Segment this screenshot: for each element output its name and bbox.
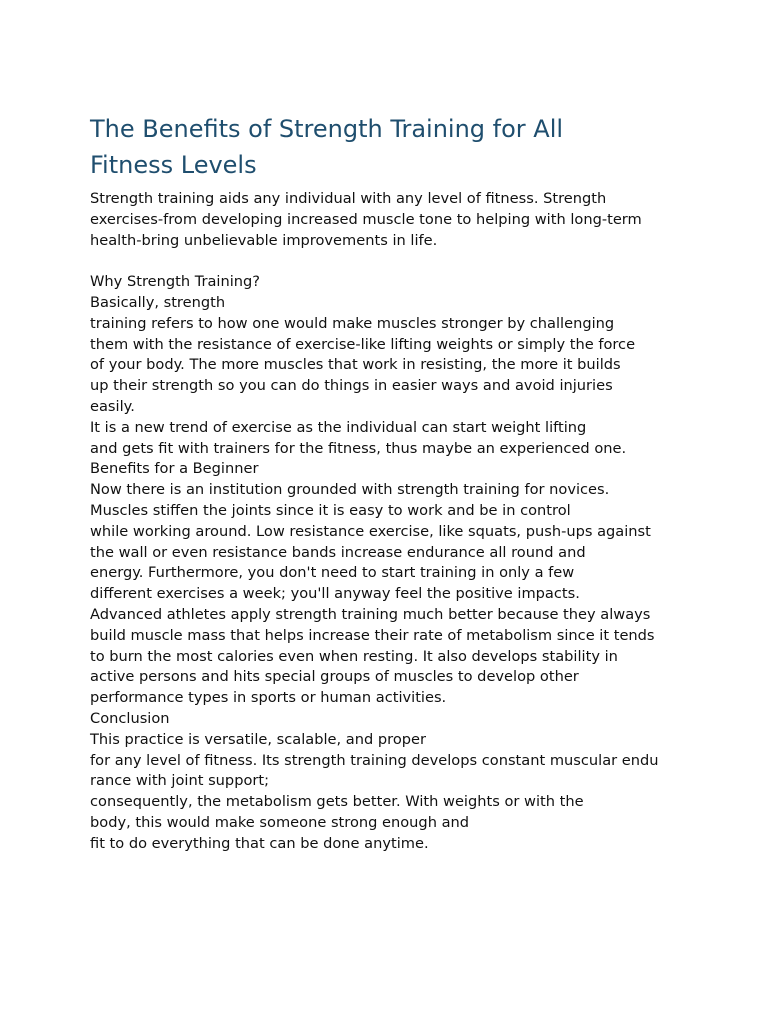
body-line: active persons and hits special groups of muscles to develop other bbox=[90, 668, 579, 686]
body-line: It is a new trend of exercise as the individual can start weight lifting bbox=[90, 418, 587, 436]
body-line: Advanced athletes apply strength training much better because they always bbox=[90, 605, 651, 623]
body-line: exercises-from developing increased muscle tone to helping with long-term bbox=[90, 210, 642, 228]
body-line: training refers to how one would make muscles stronger by challenging bbox=[90, 314, 615, 332]
body-line: body, this would make someone strong enough and bbox=[90, 813, 470, 831]
body-line: energy. Furthermore, you don't need to start training in only a few bbox=[90, 564, 575, 582]
body-line: Now there is an institution grounded with strength training for novices. bbox=[90, 481, 610, 499]
body-line: This practice is versatile, scalable, and proper bbox=[90, 730, 427, 748]
body-line: to burn the most calories even when resting. It also develops stability in bbox=[90, 647, 618, 665]
body-line: and gets fit with trainers for the fitness, thus maybe an experienced one. bbox=[90, 439, 627, 457]
body-line: rance with joint support; bbox=[90, 772, 270, 790]
document-title bbox=[90, 112, 690, 183]
body-line: for any level of fitness. Its strength training develops constant muscular endu bbox=[90, 751, 659, 769]
body-line: build muscle mass that helps increase their rate of metabolism since it tends bbox=[90, 626, 655, 644]
body-line: health-bring unbelievable improvements in life. bbox=[90, 231, 438, 249]
body-line: fit to do everything that can be done anytime. bbox=[90, 834, 429, 852]
body-line: performance types in sports or human activities. bbox=[90, 689, 447, 707]
section-heading-beginner: Benefits for a Beginner bbox=[90, 460, 259, 478]
section-heading-why: Why Strength Training? bbox=[90, 273, 261, 291]
body-line: them with the resistance of exercise-like lifting weights or simply the force bbox=[90, 335, 636, 353]
title-line: The Benefits of Strength Training for All bbox=[90, 115, 564, 143]
body-line: different exercises a week; you'll anyway feel the positive impacts. bbox=[90, 585, 580, 603]
body-line: up their strength so you can do things in easier ways and avoid injuries bbox=[90, 377, 613, 395]
body-line: easily. bbox=[90, 397, 135, 415]
body-line: Muscles stiffen the joints since it is easy to work and be in control bbox=[90, 501, 571, 519]
body-line: the wall or even resistance bands increase endurance all round and bbox=[90, 543, 586, 561]
document-body bbox=[90, 189, 690, 855]
body-line: consequently, the metabolism gets better. With weights or with the bbox=[90, 793, 584, 811]
body-line: while working around. Low resistance exercise, like squats, push-ups against bbox=[90, 522, 651, 540]
body-line: of your body. The more muscles that work in resisting, the more it builds bbox=[90, 356, 621, 374]
title-line: Fitness Levels bbox=[90, 150, 257, 179]
body-line: Strength training aids any individual with any level of fitness. Strength bbox=[90, 190, 607, 207]
body-line: Basically, strength bbox=[90, 293, 226, 311]
section-heading-conclusion: Conclusion bbox=[90, 709, 170, 727]
document-page bbox=[90, 112, 690, 855]
blank-line bbox=[90, 251, 690, 272]
